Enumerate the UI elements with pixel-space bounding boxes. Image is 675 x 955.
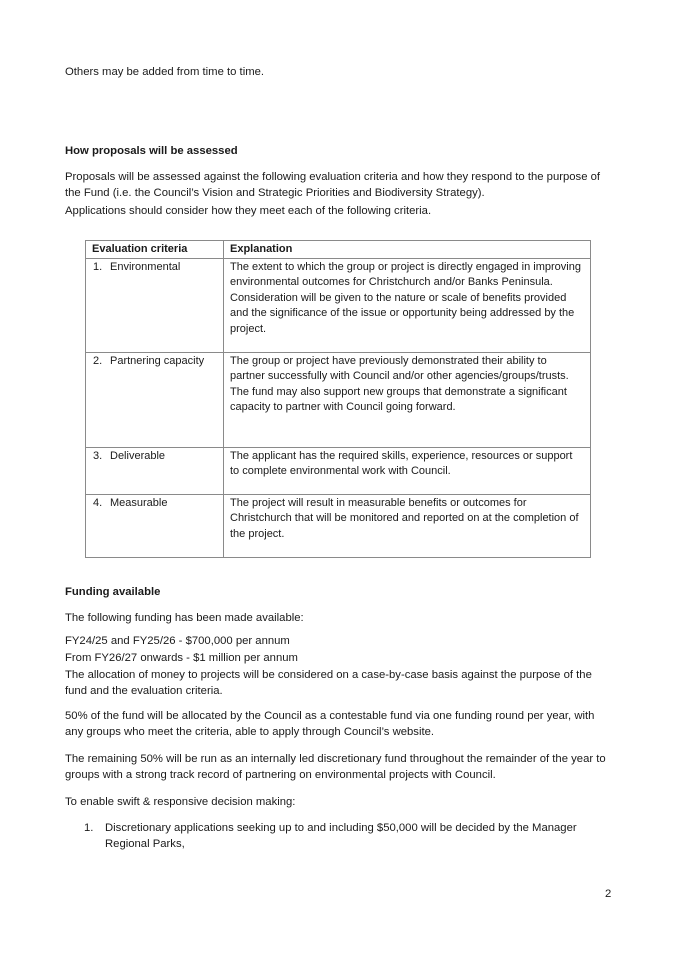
criterion-cell: [86, 494, 224, 557]
page-number: 2: [605, 888, 612, 900]
funding-intro: The following funding has been made available:: [65, 612, 304, 624]
funding-paragraph: The remaining 50% will be run as an internally led discretionary fund throughout the remainder of the year to groups with a strong track record of partnering on environmental projects with Council.: [65, 753, 606, 781]
explanation-text: The fund may also support new groups that demonstrate a significant capacity to partner with Council going forward.: [230, 385, 567, 414]
explanation-cell: [224, 447, 591, 494]
criterion-name: Measurable: [110, 496, 168, 509]
criterion-cell: [86, 352, 224, 447]
assessment-heading: How proposals will be assessed: [65, 145, 238, 157]
explanation-text: The extent to which the group or project is directly engaged in improving environmental outcomes for Christchurch and/or Banks Peninsula. Consideration will be given to the nature or scale of benefits provided and the significance of the issue or opportunity being addressed by the project.: [230, 260, 581, 335]
table-row: [86, 494, 591, 557]
criterion-number: 3.: [93, 449, 103, 462]
assessment-paragraph: Proposals will be assessed against the following evaluation criteria and how they respond to the purpose of the Fund (i.e. the Council’s Vision and Strategic Priorities and Biodiversity Strategy).: [65, 171, 601, 199]
intro-text: Others may be added from time to time.: [65, 66, 265, 78]
list-item: [84, 820, 614, 852]
table-header-explanation: Explanation: [224, 241, 591, 259]
list-number: 1.: [84, 822, 94, 834]
table-row: [86, 258, 591, 352]
explanation-text: The project will result in measurable benefits or outcomes for Christchurch that will be monitored and reported on at the completion of the project.: [230, 496, 579, 540]
criterion-number: 1.: [93, 260, 103, 273]
criterion-name: Environmental: [110, 260, 181, 273]
criterion-name: Deliverable: [110, 449, 166, 462]
funding-line: FY24/25 and FY25/26 - $700,000 per annum: [65, 635, 290, 647]
funding-heading: Funding available: [65, 586, 161, 598]
assessment-paragraph-2: Applications should consider how they meet each of the following criteria.: [65, 205, 432, 217]
list-text: Discretionary applications seeking up to and including $50,000 will be decided by the Manager Regional Parks,: [105, 822, 577, 850]
explanation-cell: [224, 494, 591, 557]
explanation-text: The group or project have previously demonstrated their ability to partner successfully with Council and/or other agencies/groups/trusts.: [230, 354, 569, 383]
table-row: [86, 447, 591, 494]
funding-line: From FY26/27 onwards - $1 million per annum: [65, 652, 298, 664]
funding-paragraph: 50% of the fund will be allocated by the Council as a contestable fund via one funding round per year, with any groups who meet the criteria, able to apply through Council’s website.: [65, 710, 595, 738]
evaluation-criteria-table: [85, 240, 591, 558]
criterion-cell: [86, 258, 224, 352]
table-header-row: [86, 241, 591, 259]
table-header-criteria: Evaluation criteria: [86, 241, 224, 259]
explanation-cell: [224, 352, 591, 447]
table-row: [86, 352, 591, 447]
funding-paragraph: To enable swift & responsive decision making:: [65, 796, 296, 808]
criterion-name: Partnering capacity: [110, 354, 205, 367]
funding-paragraph: The allocation of money to projects will be considered on a case-by-case basis against the purpose of the fund and the evaluation criteria.: [65, 669, 592, 697]
criterion-number: 4.: [93, 496, 103, 509]
criterion-cell: [86, 447, 224, 494]
criterion-number: 2.: [93, 354, 103, 367]
explanation-text: The applicant has the required skills, experience, resources or support to complete environmental work with Council.: [230, 449, 573, 478]
explanation-cell: [224, 258, 591, 352]
